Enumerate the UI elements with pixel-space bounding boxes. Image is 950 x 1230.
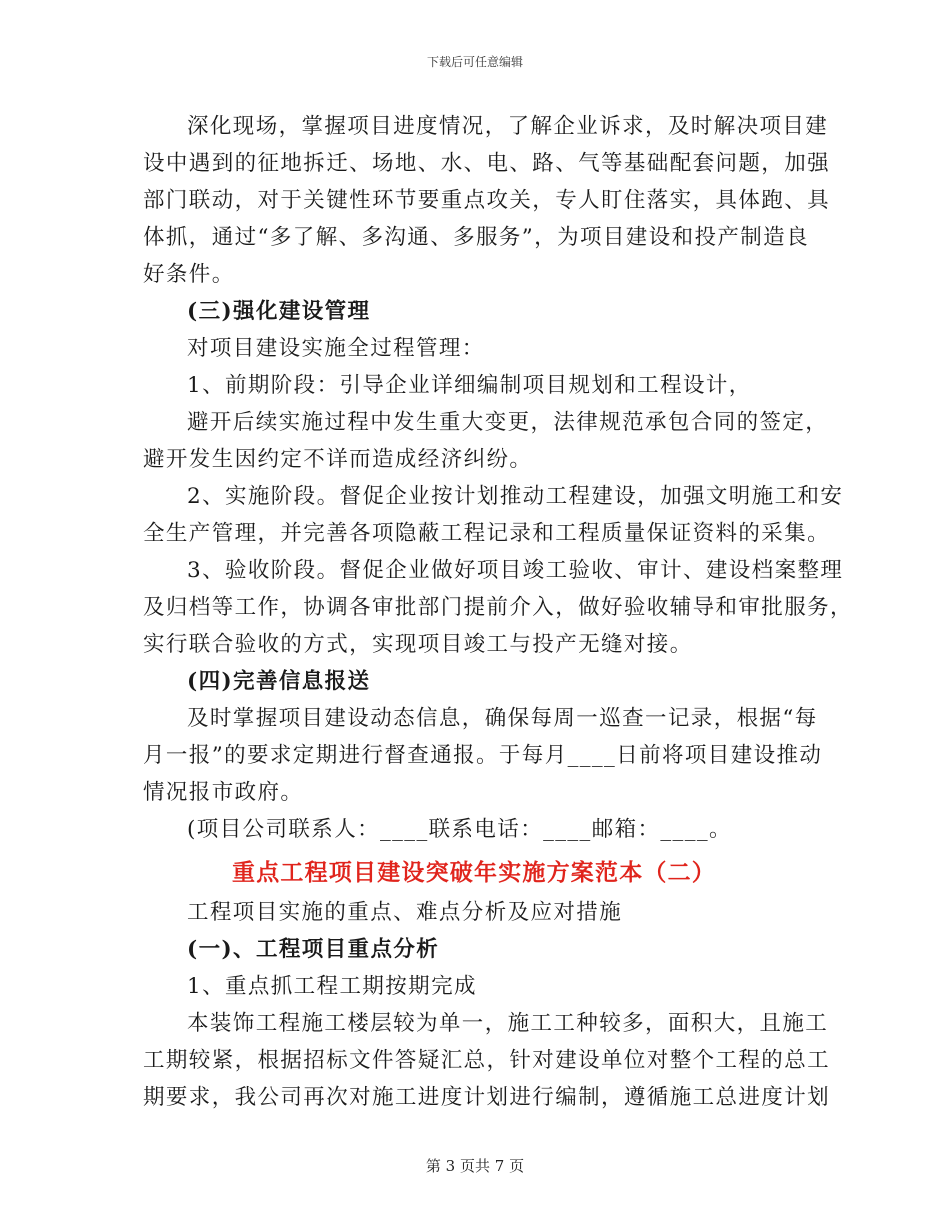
page-footer: 第 3 页共 7 页 [425,1157,525,1175]
paragraph-line: 体抓，通过“多了解、多沟通、多服务”，为项目建设和投产制造良 [143,225,809,250]
paragraph-line: 好条件。 [143,262,235,287]
document-title: 重点工程项目建设突破年实施方案范本（二） [232,859,716,886]
section-heading: (一)、工程项目重点分析 [187,937,440,962]
list-item: 1、重点抓工程工期按期完成 [187,974,477,999]
paragraph-line: 工期较紧，根据招标文件答疑汇总，针对建设单位对整个工程的总工 [143,1048,831,1073]
paragraph-line: 避开后续实施过程中发生重大变更，法律规范承包合同的签定， [187,410,829,435]
paragraph-line: 及时掌握项目建设动态信息，确保每周一巡查一记录，根据“每 [187,706,818,731]
list-item: 3、验收阶段。督促企业做好项目竣工验收、审计、建设档案整理 [187,558,844,583]
paragraph-line: 部门联动，对于关键性环节要重点攻关，专人盯住落实，具体跑、具 [143,188,831,213]
paragraph-line: 避开发生因约定不详而造成经济纠纷。 [143,447,533,472]
document-body [143,108,853,1116]
paragraph-line: 全生产管理，并完善各项隐蔽工程记录和工程质量保证资料的采集。 [143,521,831,546]
paragraph-line: 实行联合验收的方式，实现项目竣工与投产无缝对接。 [143,632,693,657]
list-item: 2、实施阶段。督促企业按计划推动工程建设，加强文明施工和安 [187,484,844,509]
page-header: 下载后可任意编辑 [426,55,523,69]
paragraph-line: 对项目建设实施全过程管理： [187,336,485,361]
paragraph-line: 情况报市政府。 [143,780,304,805]
section-heading: (四)完善信息报送 [187,669,371,694]
paragraph-line: 设中遇到的征地拆迁、场地、水、电、路、气等基础配套问题，加强 [143,151,831,176]
contact-line: (项目公司联系人：____联系电话：____邮箱：____。 [187,817,732,842]
paragraph-line: 月一报”的要求定期进行督查通报。于每月____日前将项目建设推动 [143,743,823,768]
paragraph-line: 及归档等工作，协调各审批部门提前介入，做好验收辅导和审批服务， [143,595,853,620]
paragraph-line: 期要求，我公司再次对施工进度计划进行编制，遵循施工总进度计划 [143,1085,831,1110]
paragraph-line: 深化现场，掌握项目进度情况，了解企业诉求，及时解决项目建 [187,114,829,139]
paragraph-line: 本装饰工程施工楼层较为单一，施工工种较多，面积大，且施工 [187,1011,829,1036]
paragraph-line: 工程项目实施的重点、难点分析及应对措施 [187,900,623,925]
list-item: 1、前期阶段：引导企业详细编制项目规划和工程设计， [187,373,752,398]
section-heading: (三)强化建设管理 [187,299,371,324]
